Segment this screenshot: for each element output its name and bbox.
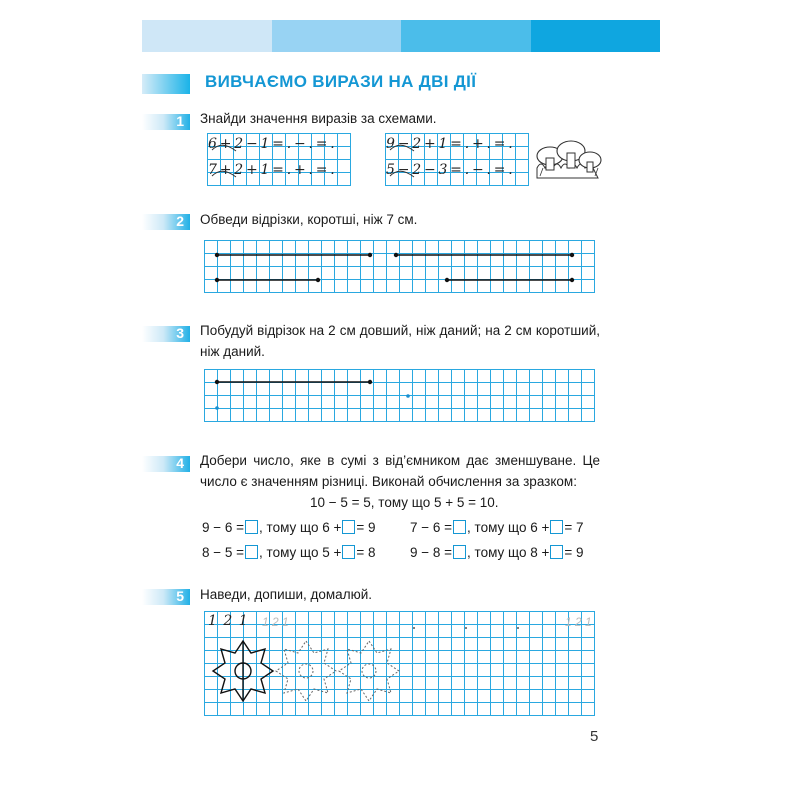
expr-text: 9 − 8 = [410,545,453,560]
expr-text: = 9 [356,520,376,535]
task-number: 2 [176,213,184,229]
expr-text: 8 − 5 = [202,545,245,560]
expression-2: 7+2+1=.+.=. [208,162,338,178]
expr-text: , тому що 8 + [467,545,550,560]
page-number: 5 [590,728,599,745]
task-4-example: 10 − 5 = 5, тому що 5 + 5 = 10. [310,495,499,510]
task-number: 1 [176,113,184,129]
svg-text:1 2 1: 1 2 1 [262,615,289,629]
expression-4: 5−2−3=.−.=. [386,162,516,178]
task-4-text: Добери число, яке в сумі з від’ємником дає зменшуване. Це число є значенням різниці. Виконай обчислення за зразком: [200,453,600,489]
star-ornament-icon [213,641,273,701]
task-2-text: Обведи відрізки, коротші, ніж 7 см. [200,212,418,227]
task-number: 4 [176,455,184,471]
expr-text: 9 − 6 = [202,520,245,535]
expr-text: = 7 [564,520,584,535]
expr-text: 7 − 6 = [410,520,453,535]
expression-3: 9−2+1=.+.=. [386,136,516,152]
task-3-text: Побудуй відрізок на 2 см довший, ніж даний; на 2 см коротший, ніж даний. [200,323,600,359]
expr-text: , тому що 6 + [467,520,550,535]
pattern-digits: 1 2 1 [208,613,249,629]
page-title: ВИВЧАЄМО ВИРАЗИ НА ДВІ ДІЇ [205,72,477,91]
task-5-text: Наведи, допиши, домалюй. [200,587,372,602]
expr-text: = 8 [356,545,376,560]
svg-text:1 2 1: 1 2 1 [565,615,592,629]
task-number: 5 [176,588,184,604]
task-1-text: Знайди значення виразів за схемами. [200,111,437,126]
task-number: 3 [176,325,184,341]
expr-text: , тому що 6 + [259,520,342,535]
expression-1: 6+2−1=.−.=. [208,136,338,152]
expr-text: = 9 [564,545,584,560]
expr-text: , тому що 5 + [259,545,342,560]
